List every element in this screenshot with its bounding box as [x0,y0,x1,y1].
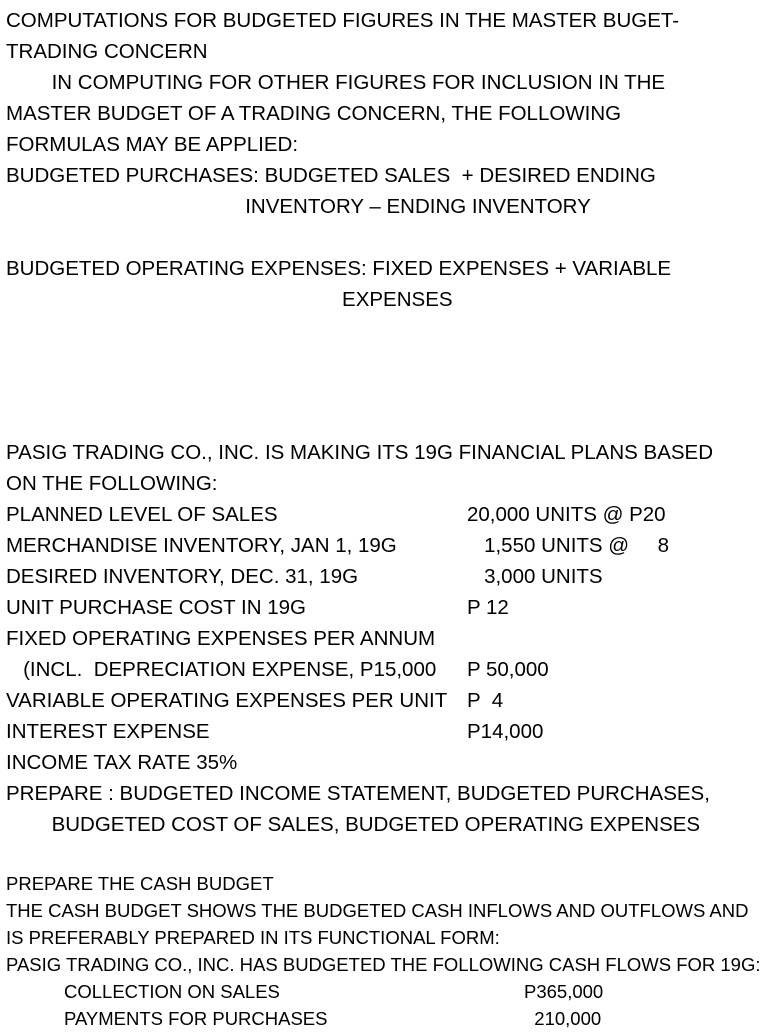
problem-intro-line-2: ON THE FOLLOWING: [6,472,218,495]
problem-item-value: 20,000 UNITS @ P20 [467,503,666,526]
problem-item-label: INTEREST EXPENSE [6,720,210,743]
cash-flow-value: P365,000 [524,981,604,1002]
budgeted-purchases-formula-line-2: INVENTORY – ENDING INVENTORY [6,195,591,218]
problem-item-row [6,592,764,623]
problem-item-row [6,561,764,592]
section-pasig-trading-problem [6,437,764,840]
problem-item-label: VARIABLE OPERATING EXPENSES PER UNIT [6,689,448,712]
problem-item-value: P 12 [467,596,509,619]
intro-line-1: IN COMPUTING FOR OTHER FIGURES FOR INCLUSION IN THE [6,71,666,94]
cash-budget-desc-line-2: IS PREFERABLY PREPARED IN ITS FUNCTIONAL FORM: [6,927,500,948]
cash-budget-desc-line-3: PASIG TRADING CO., INC. HAS BUDGETED THE FOLLOWING CASH FLOWS FOR 19G: [6,954,761,975]
blank-line [6,222,679,253]
problem-item-row [6,654,764,685]
problem-item-label: UNIT PURCHASE COST IN 19G [6,596,306,619]
problem-item-row [6,716,764,747]
problem-item-value: 3,000 UNITS [467,565,603,588]
section-master-budget-computations [6,5,679,315]
prepare-instructions-line-1: PREPARE : BUDGETED INCOME STATEMENT, BUDGETED PURCHASES, [6,782,710,805]
intro-line-3: FORMULAS MAY BE APPLIED: [6,133,299,156]
cash-flow-row [6,978,764,1005]
section-cash-budget [6,870,764,1032]
problem-item-value: 1,550 UNITS @ 8 [467,534,669,557]
problem-item-row [6,685,764,716]
operating-expenses-formula-line-2: EXPENSES [6,288,453,311]
problem-item-label: (INCL. DEPRECIATION EXPENSE, P15,000 [6,658,437,681]
cash-flow-label: COLLECTION ON SALES [64,981,280,1002]
cash-flow-value: 210,000 [524,1008,602,1029]
problem-item-row [6,499,764,530]
cash-budget-title: PREPARE THE CASH BUDGET [6,873,274,894]
problem-item-row [6,623,764,654]
problem-item-label: FIXED OPERATING EXPENSES PER ANNUM [6,627,436,650]
section-title-line-2: TRADING CONCERN [6,40,208,63]
problem-item-label: MERCHANDISE INVENTORY, JAN 1, 19G [6,534,397,557]
cash-flow-row [6,1005,764,1032]
prepare-instructions-line-2: BUDGETED COST OF SALES, BUDGETED OPERATING EXPENSES [6,813,701,836]
budgeted-purchases-formula-line-1: BUDGETED PURCHASES: BUDGETED SALES + DESIRED ENDING [6,164,656,187]
intro-line-2: MASTER BUDGET OF A TRADING CONCERN, THE FOLLOWING [6,102,622,125]
cash-flow-label: PAYMENTS FOR PURCHASES [64,1008,328,1029]
problem-item-row [6,530,764,561]
income-tax-rate-line: INCOME TAX RATE 35% [6,751,238,774]
problem-item-label: PLANNED LEVEL OF SALES [6,503,278,526]
problem-item-value: P 50,000 [467,658,549,681]
operating-expenses-formula-line-1: BUDGETED OPERATING EXPENSES: FIXED EXPENSES + VARIABLE [6,257,672,280]
section-title-line-1: COMPUTATIONS FOR BUDGETED FIGURES IN THE MASTER BUGET- [6,9,680,32]
cash-budget-desc-line-1: THE CASH BUDGET SHOWS THE BUDGETED CASH INFLOWS AND OUTFLOWS AND [6,900,749,921]
problem-item-label: DESIRED INVENTORY, DEC. 31, 19G [6,565,359,588]
problem-item-value: P 4 [467,689,504,712]
problem-item-value: P14,000 [467,720,544,743]
problem-intro-line-1: PASIG TRADING CO., INC. IS MAKING ITS 19G FINANCIAL PLANS BASED [6,441,714,464]
